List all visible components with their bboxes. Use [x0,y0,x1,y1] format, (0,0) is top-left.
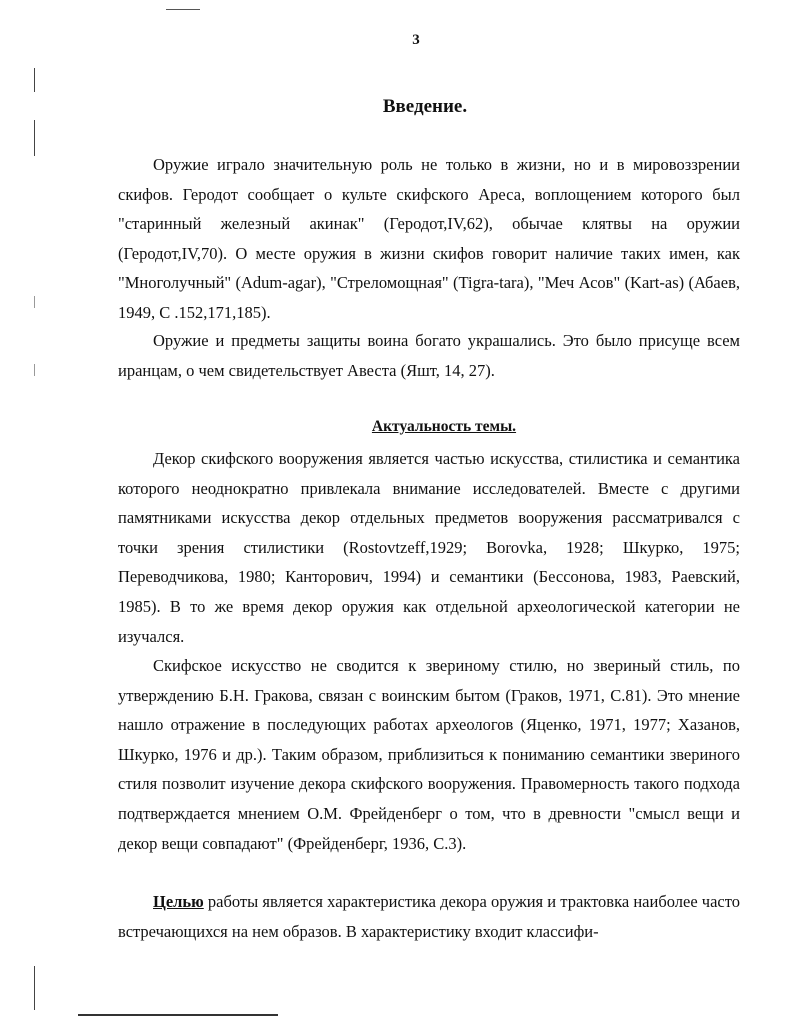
goal-paragraph [118,887,740,946]
goal-label: Целью [153,892,204,911]
margin-mark [34,296,35,308]
margin-mark [34,364,35,376]
goal-text: работы является характеристика декора оружия и трактовка наиболее часто встречающихся на нем образов. В характеристику входит классифи- [118,892,740,941]
page-number: 3 [412,32,420,48]
paragraph: Декор скифского вооружения является частью искусства, стилистика и семантика которого неоднократно привлекала внимание исследователей. Вместе с другими памятниками искусства декор отдельных предметов вооружения рассматривался с точки зрения стилистики (Rostovtzeff,1929; Borovka, 1928; Шкурко, 1975; Переводчикова, 1980; Канторович, 1994) и семантики (Бессонова, 1983, Раевский, 1985). В то же время декор оружия как отдельной археологической категории не изучался. [118,449,740,646]
section-heading: Актуальность темы. [371,418,517,435]
margin-mark [34,68,35,92]
paragraph: Оружие и предметы защиты воина богато украшались. Это было присуще всем иранцам, о чем свидетельствует Авеста (Яшт, 14, 27). [118,331,740,380]
paragraph: Скифское искусство не сводится к звериному стилю, но звериный стиль, по утверждению Б.Н. Гракова, связан с воинским бытом (Граков, 1971, С.81). Это мнение нашло отражение в последующих работах археологов (Яценко, 1971, 1977; Хазанов, Шкурко, 1976 и др.). Таким образом, приблизиться к пониманию семантики звериного стиля позволит изучение декора скифского вооружения. Правомерность такого подхода подтверждается мнением О.М. Фрейденберг о том, что в древности "смысл вещи и декор вещи совпадают" (Фрейденберг, 1936, С.3). [118,656,740,853]
bottom-rule [78,1014,278,1016]
paragraph: Оружие играло значительную роль не только в жизни, но и в мировоззрении скифов. Геродот сообщает о культе скифского Ареса, воплощением которого был "старинный железный акинак" (Геродот,IV,62), обычае клятвы на оружии (Геродот,IV,70). О месте оружия в жизни скифов говорит наличие таких имен, как "Многолучный" (Adum-agar), "Стреломощная" (Tigra-tara), "Меч Асов" (Kart-as) (Абаев, 1949, С .152,171,185). [118,155,740,322]
top-rule [166,9,200,10]
page-title: Введение. [382,96,468,117]
margin-mark [34,966,35,1010]
margin-mark [34,120,35,156]
